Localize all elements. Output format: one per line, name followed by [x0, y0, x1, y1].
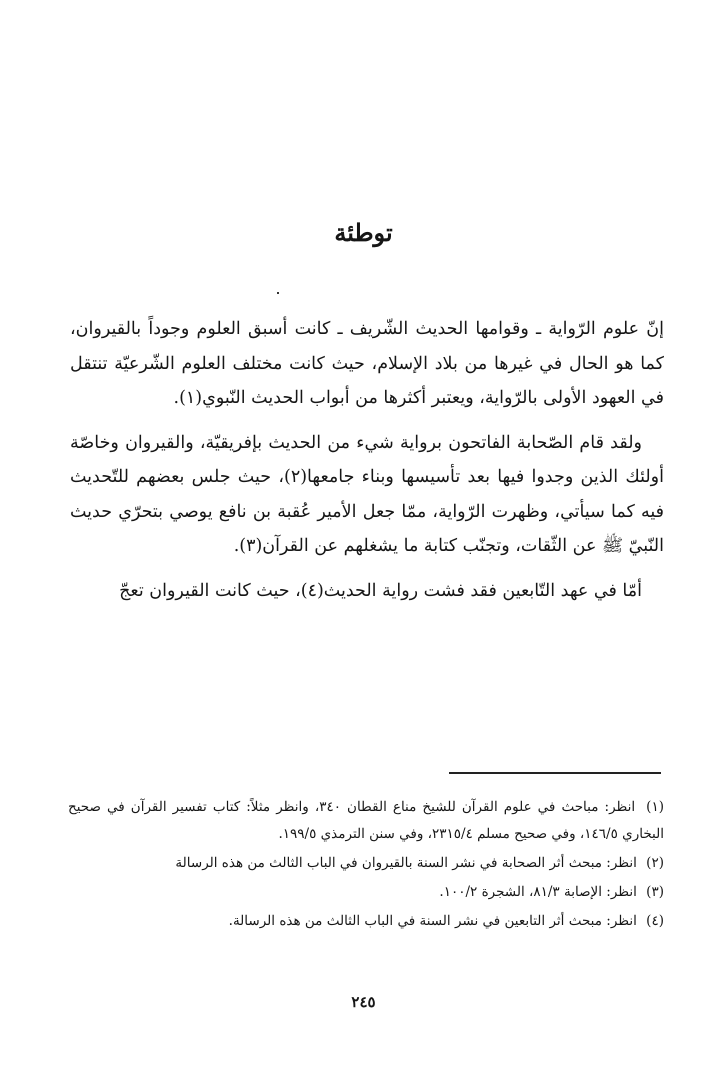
footnote-separator [449, 772, 661, 774]
footnote-number: (٢) [646, 855, 664, 871]
footnote-2 [68, 850, 664, 877]
footnote-text: انظر: مباحث في علوم القرآن للشيخ مناع القطان ٣٤٠، وانظر مثلاً: كتاب تفسير القرآن في صحيح البخاري ١٤٦/٥، وفي صحيح مسلم ٢٣١٥/٤، وفي سنن الترمذي ١٩٩/٥. [68, 799, 664, 842]
section-title: توطئة [334, 218, 393, 247]
footnote-text: انظر: الإصابة ٨١/٣، الشجرة ١٠٠/٢. [439, 884, 637, 900]
paragraph-1: إنّ علوم الرّواية ـ وقوامها الحديث الشّريف ـ كانت أسبق العلوم وجوداً بالقيروان، كما هو الحال في غيرها من بلاد الإسلام، حيث كانت مختلف العلوم الشّرعيّة تنتقل في العهود الأولى بالرّواية، ويعتبر أكثرها من أبواب الحديث النّبوي(١). [70, 319, 664, 408]
footnote-number: (٤) [646, 913, 664, 929]
footnote-3 [68, 879, 664, 906]
main-text [70, 312, 664, 618]
stray-dot-mark [277, 292, 279, 294]
footnote-text: انظر: مبحث أثر التابعين في نشر السنة في الباب الثالث من هذه الرسالة. [228, 913, 637, 929]
paragraph-3: أمّا في عهد التّابعين فقد فشت رواية الحديث(٤)، حيث كانت القيروان تعجّ [119, 580, 642, 601]
footnote-text: انظر: مبحث أثر الصحابة في نشر السنة بالقيروان في الباب الثالث من هذه الرسالة [175, 855, 637, 871]
page-number: ٢٤٥ [351, 993, 376, 1011]
paragraph-2: ولقد قام الصّحابة الفاتحون برواية شيء من الحديث بإفريقيّة، والقيروان وخاصّة أولئك الذين وجدوا فيها بعد تأسيسها وبناء جامعها(٢)، حيث جلس بعضهم للتّحديث فيه كما سيأتي، وظهرت الرّواية، ممّا جعل الأمير عُقبة بن نافع يوصي بتحرّي حديث النّبيّ ﷺ عن الثّقات، وتجنّب كتابة ما يشغلهم عن القرآن(٣). [70, 432, 664, 556]
footnote-1 [68, 794, 664, 848]
footnote-4 [68, 908, 664, 935]
footnote-number: (٣) [646, 884, 664, 900]
footnote-number: (١) [646, 799, 664, 815]
footnotes [68, 794, 664, 937]
